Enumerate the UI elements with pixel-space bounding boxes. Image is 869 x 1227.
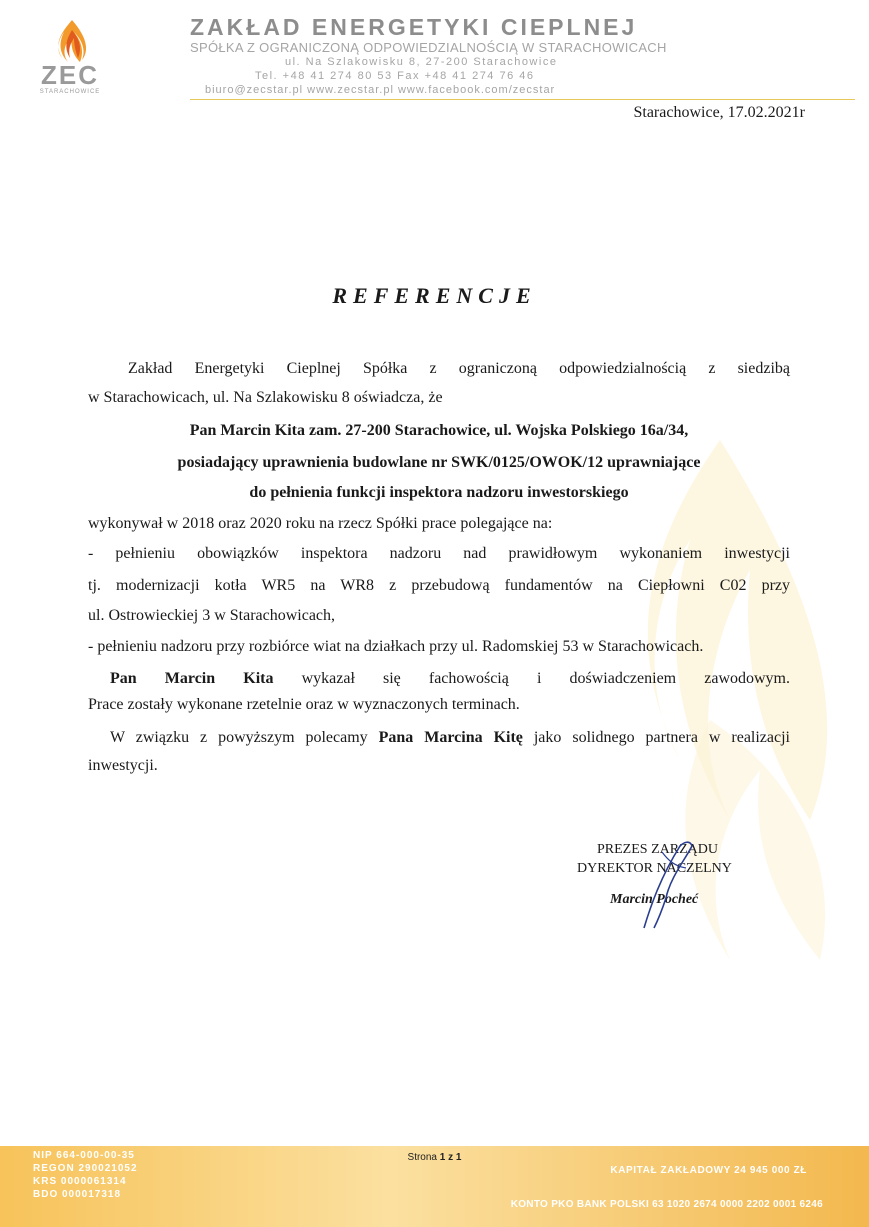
works-item-2: - pełnieniu nadzoru przy rozbiórce wiat na działkach przy ul. Radomskiej 53 w Starachowicach. — [88, 638, 704, 655]
page-total: 1 — [455, 1152, 462, 1163]
page-label: Strona — [407, 1152, 437, 1163]
highlight-line-3: do pełnienia funkcji inspektora nadzoru inwestorskiego — [249, 484, 629, 501]
intro-line-1: Zakład Energetyki Cieplnej Spółka z ograniczoną odpowiedzialnością z siedzibą — [128, 360, 790, 377]
footer-krs: KRS 0000061314 — [33, 1176, 127, 1187]
assessment-line-2: Prace zostały wykonane rzetelnie oraz w wyznaczonych terminach. — [88, 696, 520, 713]
footer-bdo: BDO 000017318 — [33, 1189, 122, 1200]
assessment-name: Pan Marcin Kita — [110, 670, 274, 687]
highlight-line-2: posiadający uprawnienia budowlane nr SWK/0125/OWOK/12 uprawniające — [177, 454, 701, 471]
works-item-1-line-3: ul. Ostrowieckiej 3 w Starachowicach, — [88, 607, 336, 624]
company-phone-fax: Tel. +48 41 274 80 53 Fax +48 41 274 76 46 — [255, 70, 535, 82]
highlight-line-1: Pan Marcin Kita zam. 27-200 Starachowice, ul. Wojska Polskiego 16a/34, — [189, 422, 689, 439]
recommendation-name: Pana Marcina Kitę — [378, 729, 523, 746]
page-number — [0, 1152, 869, 1163]
document-date: Starachowice, 17.02.2021r — [633, 104, 805, 121]
works-item-1-line-1: - pełnieniu obowiązków inspektora nadzoru nad prawidłowym wykonaniem inwestycji — [88, 545, 790, 562]
header-divider — [190, 99, 855, 100]
logo-text: ZEC — [41, 60, 99, 90]
recommendation-post: jako solidnego partnera w realizacji — [522, 729, 791, 746]
works-item-1-line-2: tj. modernizacji kotła WR5 na WR8 z przebudową fundamentów na Ciepłowni C02 przy — [88, 577, 790, 594]
footer-nip: NIP 664-000-00-35 — [33, 1150, 135, 1161]
company-address: ul. Na Szlakowisku 8, 27-200 Starachowice — [285, 56, 558, 68]
works-intro: wykonywał w 2018 oraz 2020 roku na rzecz Spółki prace polegające na: — [88, 515, 553, 532]
handwritten-signature-icon — [640, 838, 700, 933]
assessment-text: wykazał się fachowością i doświadczeniem zawodowym. — [273, 670, 790, 687]
intro-line-2: w Starachowicach, ul. Na Szlakowisku 8 oświadcza, że — [88, 389, 443, 406]
footer-regon: REGON 290021052 — [33, 1163, 138, 1174]
signature-role-1: PREZES ZARZĄDU — [597, 842, 718, 857]
footer-bank-account: KONTO PKO BANK POLSKI 63 1020 2674 0000 2202 0001 6246 — [510, 1199, 823, 1210]
recommendation-pre: W związku z powyższym polecamy — [110, 729, 379, 746]
company-web: biuro@zecstar.pl www.zecstar.pl www.facebook.com/zecstar — [205, 84, 556, 96]
document-title: REFERENCJE — [332, 283, 537, 308]
logo-subtext: STARACHOWICE — [39, 89, 101, 95]
page-separator: z — [448, 1152, 454, 1163]
page-current: 1 — [439, 1152, 446, 1163]
footer-capital: KAPITAŁ ZAKŁADOWY 24 945 000 ZŁ — [610, 1165, 807, 1176]
signature-name: Marcin Pocheć — [610, 892, 699, 907]
recommendation-line-2: inwestycji. — [88, 757, 158, 774]
company-form: SPÓŁKA Z OGRANICZONĄ ODPOWIEDZIALNOŚCIĄ W STARACHOWICACH — [190, 40, 667, 55]
company-name: ZAKŁAD ENERGETYKI CIEPLNEJ — [190, 14, 638, 40]
signature-role-2: DYREKTOR NACZELNY — [577, 861, 732, 876]
recommendation-line-1 — [88, 723, 790, 753]
